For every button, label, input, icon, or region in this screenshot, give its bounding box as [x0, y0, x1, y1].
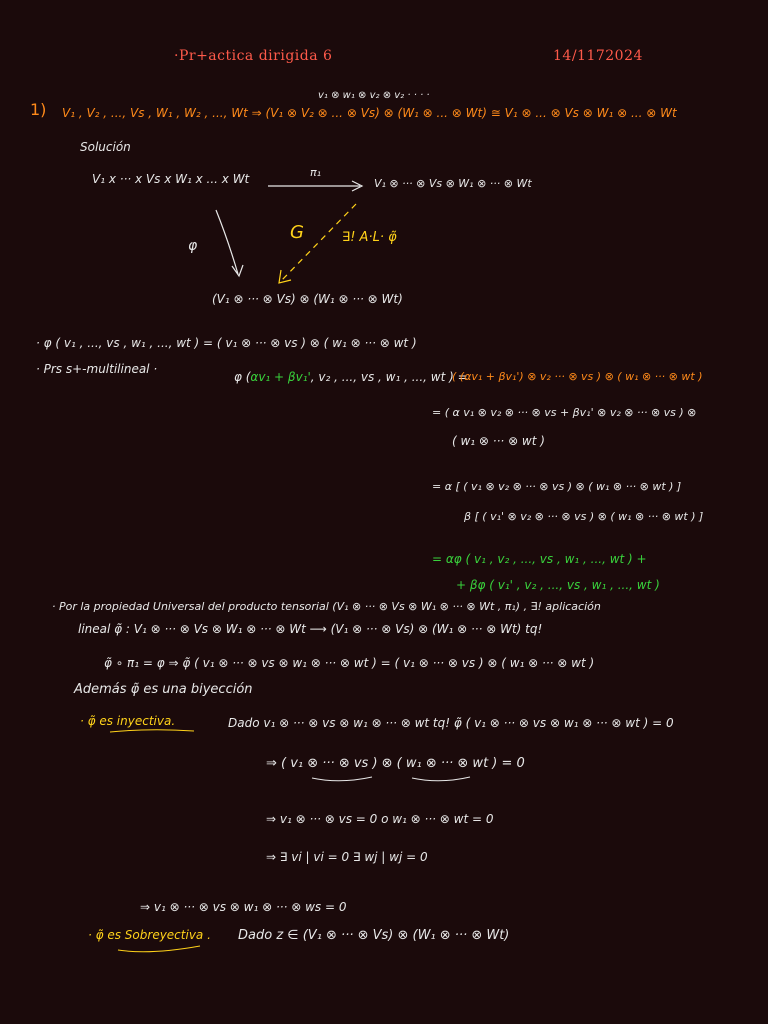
diagram-codomain: V₁ ⊗ ··· ⊗ Vs ⊗ W₁ ⊗ ··· ⊗ Wt	[374, 177, 532, 190]
injective-label: · φ̃ es inyectiva.	[80, 714, 176, 728]
implication-3: ⇒ ∃ vi | vi = 0 ∃ wj | wj = 0	[266, 850, 428, 864]
universal-property-line2: lineal φ̃ : V₁ ⊗ ··· ⊗ Vs ⊗ W₁ ⊗ ··· ⊗ Wt ⟶ (V₁ ⊗ ··· ⊗ Vs) ⊗ (W₁ ⊗ ··· ⊗ Wt) tq!	[78, 622, 543, 636]
diagram-arrow-label: π₁	[310, 166, 322, 179]
brace-left	[312, 777, 372, 781]
prs-lhs-green: αv₁ + βv₁'	[250, 370, 311, 384]
problem-number: 1)	[30, 100, 47, 119]
inj-underline	[110, 730, 194, 732]
prs-lhs	[234, 370, 468, 384]
diagram-phi-label: φ	[188, 238, 198, 254]
solution-label: Solución	[80, 140, 131, 154]
eq3b: β [ ( v₁' ⊗ v₂ ⊗ ··· ⊗ vs ) ⊗ ( w₁ ⊗ ··· ⊗ wt ) ]	[464, 510, 704, 523]
problem-statement: V₁ , V₂ , ..., Vs , W₁ , W₂ , ..., Wt ⇒ (V₁ ⊗ V₂ ⊗ ... ⊗ Vs) ⊗ (W₁ ⊗ ... ⊗ Wt) ≅ V₁ ⊗ ... ⊗ Vs ⊗ W₁ ⊗ ... ⊗ Wt	[62, 106, 677, 120]
eq2a: = ( α v₁ ⊗ v₂ ⊗ ··· ⊗ vs + βv₁' ⊗ v₂ ⊗ ··· ⊗ vs ) ⊗	[432, 406, 697, 419]
eq4a: = αφ ( v₁ , v₂ , ..., vs , w₁ , ..., wt ) +	[432, 552, 647, 566]
prs-lhs-post: , v₂ , ..., vs , w₁ , ..., wt ) =	[310, 370, 468, 384]
universal-property-line1: · Por la propiedad Universal del producto tensorial (V₁ ⊗ ··· ⊗ Vs ⊗ W₁ ⊗ ··· ⊗ Wt , π₁) , ∃! aplicación	[52, 600, 601, 613]
brace-right	[412, 777, 470, 781]
sob-underline	[118, 946, 200, 952]
document-title: ·Pr+actica dirigida 6	[174, 48, 333, 64]
eq2b: ( w₁ ⊗ ··· ⊗ wt )	[452, 434, 545, 448]
prs-lhs-pre: φ (	[234, 370, 251, 384]
note-above-statement: v₁ ⊗ w₁ ⊗ v₂ ⊗ v₂ · · · ·	[318, 90, 430, 101]
diagram-bottom: (V₁ ⊗ ··· ⊗ Vs) ⊗ (W₁ ⊗ ··· ⊗ Wt)	[212, 292, 403, 306]
implication-2: ⇒ v₁ ⊗ ··· ⊗ vs = 0 o w₁ ⊗ ··· ⊗ wt = 0	[266, 812, 494, 826]
eq4b: + βφ ( v₁' , v₂ , ..., vs , w₁ , ..., wt )	[456, 578, 660, 592]
diagram-domain: V₁ x ··· x Vs x W₁ x ... x Wt	[92, 172, 250, 186]
ademas-line: Además φ̃ es una biyección	[74, 682, 253, 697]
phi-tilde-arrow-shaft	[282, 204, 356, 280]
surjective-label: · φ̃ es Sobreyectiva .	[88, 928, 211, 942]
prs-label: · Prs s+-multilineal ·	[36, 362, 158, 376]
injective-text: Dado v₁ ⊗ ··· ⊗ vs ⊗ w₁ ⊗ ··· ⊗ wt tq! φ̃ ( v₁ ⊗ ··· ⊗ vs ⊗ w₁ ⊗ ··· ⊗ wt ) = 0	[228, 716, 674, 730]
prs-rhs: ( (αv₁ + βv₁') ⊗ v₂ ··· ⊗ vs ) ⊗ ( w₁ ⊗ ··· ⊗ wt )	[452, 370, 703, 383]
surjective-text: Dado z ∈ (V₁ ⊗ ··· ⊗ Vs) ⊗ (W₁ ⊗ ··· ⊗ Wt)	[238, 928, 510, 943]
composition-line: φ̃ ∘ π₁ = φ ⇒ φ̃ ( v₁ ⊗ ··· ⊗ vs ⊗ w₁ ⊗ ··· ⊗ wt ) = ( v₁ ⊗ ··· ⊗ vs ) ⊗ ( w₁ ⊗ ··· ⊗ wt )	[104, 656, 595, 670]
implication-1: ⇒ ( v₁ ⊗ ··· ⊗ vs ) ⊗ ( w₁ ⊗ ··· ⊗ wt ) = 0	[266, 756, 525, 771]
phi-arrow-shaft	[216, 210, 238, 274]
exists-unique-label: ∃! A·L· φ̃	[342, 230, 397, 245]
implication-4: ⇒ v₁ ⊗ ··· ⊗ vs ⊗ w₁ ⊗ ··· ⊗ ws = 0	[140, 900, 347, 914]
eq3a: = α [ ( v₁ ⊗ v₂ ⊗ ··· ⊗ vs ) ⊗ ( w₁ ⊗ ··· ⊗ wt ) ]	[432, 480, 682, 493]
commute-symbol: G	[290, 222, 304, 243]
def-phi: · φ ( v₁ , ..., vs , w₁ , ..., wt ) = ( v₁ ⊗ ··· ⊗ vs ) ⊗ ( w₁ ⊗ ··· ⊗ wt )	[36, 336, 417, 350]
document-date: 14/1172024	[553, 48, 643, 64]
